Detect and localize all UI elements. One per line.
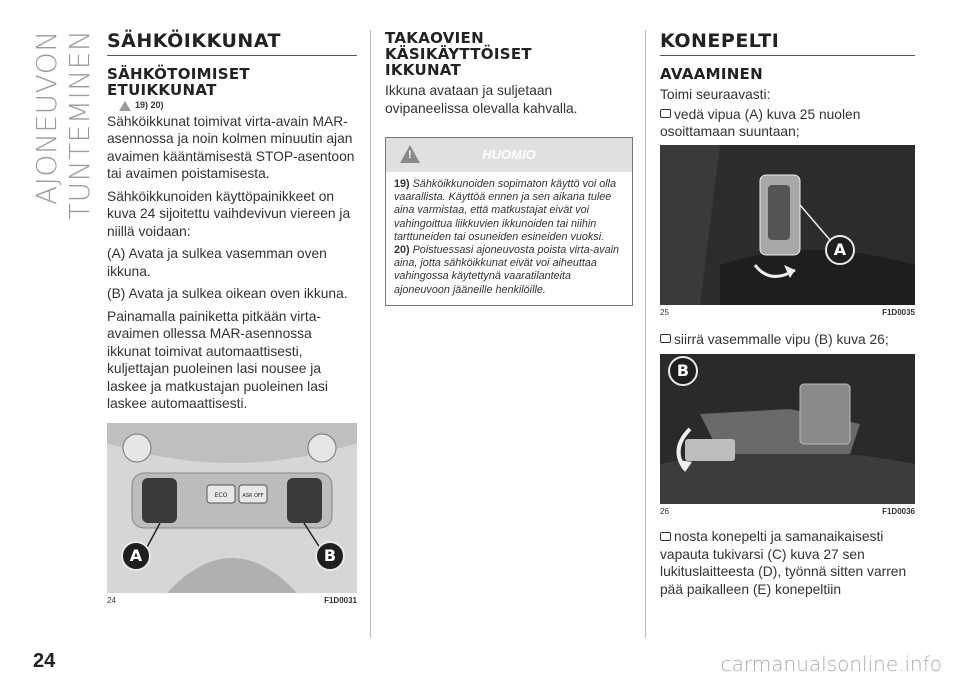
step-item	[660, 331, 915, 349]
figure-caption	[660, 507, 915, 516]
column-rear-windows	[385, 30, 633, 306]
paragraph: Painamalla painiketta pitkään virta-avaimen ollessa MAR-asennossa ikkunat toimivat automaattisesti, kuljettajan puoleinen lasi nousee ja laskee ja matkustajan puoleinen lasi laskee automaattisesti.	[107, 308, 328, 412]
step-bullet-icon	[660, 109, 671, 118]
eco-button-label: ECO	[214, 491, 228, 499]
warning-title: HUOMIO	[482, 147, 536, 162]
warning-text-20: Poistuessasi ajoneuvosta poista virta-avain aina, jotta sähköikkunat eivät voi aiheuttaa vahingossa käytettynä vaaratilanteita ajoneuvoon jääneille henkilöille.	[394, 244, 620, 296]
warning-text-19: Sähköikkunoiden sopimaton käyttö voi olla vaarallista. Käyttöä ennen ja sen aikana tulee aina varmistaa, että matkustajat eivät voi vahingoittua liikkuvien ikkunoiden tai niihin tarttuneiden tai osuneiden esineiden vuoksi.	[394, 178, 617, 243]
safety-catch-illustration	[660, 354, 915, 504]
figure-code: F1D0031	[324, 595, 357, 605]
warning-ref-19: 19)	[394, 178, 410, 190]
column-windows	[107, 30, 357, 605]
warning-refs	[119, 100, 357, 111]
paragraph: (A) Avata ja sulkea vasemman oven ikkuna.	[107, 246, 327, 279]
callout-a: A	[825, 235, 855, 265]
figure-window-switches	[107, 423, 357, 593]
paragraph: Sähköikkunoiden käyttöpainikkeet on kuva 24 sijoitettu vaihdevivun viereen ja niillä voidaan:	[107, 188, 351, 239]
column-hood	[660, 30, 915, 603]
figure-number: 26	[660, 507, 669, 516]
figure-caption	[107, 596, 357, 605]
figure-hood-lever-a	[660, 145, 915, 305]
warning-ref-20: 20)	[394, 244, 410, 257]
warning-icon	[119, 101, 131, 111]
subsection-title: AVAAMINEN	[660, 65, 763, 83]
paragraph: Sähköikkunat toimivat virta-avain MAR-asennossa ja noin kolmen minuutin ajan avaimen kääntämisestä STOP-asentoon tai avaimen poistamisesta.	[107, 113, 355, 182]
step-text: vedä vipua (A) kuva 25 nuolen osoittamaan suuntaan;	[660, 106, 861, 139]
section-title: SÄHKÖIKKUNAT	[107, 30, 357, 56]
step-item	[660, 106, 915, 141]
asr-button-label: ASR OFF	[242, 492, 264, 499]
figure-caption	[660, 308, 915, 317]
footer-watermark[interactable]: carmanualsonline.info	[720, 652, 942, 676]
page-number: 24	[33, 650, 56, 672]
figure-number: 25	[660, 307, 669, 317]
figure-code: F1D0036	[882, 507, 915, 516]
step-text: siirrä vasemmalle vipu (B) kuva 26;	[674, 331, 889, 347]
column-divider	[370, 30, 371, 638]
paragraph: (B) Avata ja sulkea oikean oven ikkuna.	[107, 286, 348, 302]
paragraph: Toimi seuraavasti:	[660, 87, 771, 102]
subsection-title-line2: ETUIKKUNAT	[107, 81, 217, 99]
hood-lever-illustration	[660, 145, 915, 305]
section-title-line1: TAKAOVIEN	[385, 29, 484, 47]
section-title	[385, 30, 633, 78]
step-bullet-icon	[660, 334, 671, 343]
column-divider	[645, 30, 646, 638]
section-title: KONEPELTI	[660, 30, 915, 56]
callout-b: B	[315, 541, 345, 571]
figure-number: 24	[107, 595, 116, 605]
warning-header	[386, 138, 632, 172]
section-side-tab: AJONEUVON TUNTEMINEN	[30, 30, 96, 221]
section-title-line2: KÄSIKÄYTTÖISET	[385, 45, 532, 63]
section-title-line3: IKKUNAT	[385, 61, 462, 79]
paragraph: Ikkuna avataan ja suljetaan ovipaneelissa olevalla kahvalla.	[385, 83, 578, 116]
figure-hood-lever-b	[660, 354, 915, 504]
subsection-title	[107, 66, 357, 98]
callout-b: B	[668, 356, 698, 386]
figure-code: F1D0035	[882, 307, 915, 317]
subsection-title-line1: SÄHKÖTOIMISET	[107, 65, 250, 83]
callout-a: A	[121, 541, 151, 571]
warning-refs-text: 19) 20)	[135, 100, 164, 110]
step-text: nosta konepelti ja samanaikaisesti vapauta tukivarsi (C) kuva 27 sen lukituslaitteesta (D), työnnä sitten varren pää paikalleen (E) konepeltiin	[660, 529, 907, 597]
warning-box	[385, 137, 633, 306]
step-bullet-icon	[660, 532, 671, 541]
step-item	[660, 528, 915, 598]
warning-body	[386, 172, 632, 305]
